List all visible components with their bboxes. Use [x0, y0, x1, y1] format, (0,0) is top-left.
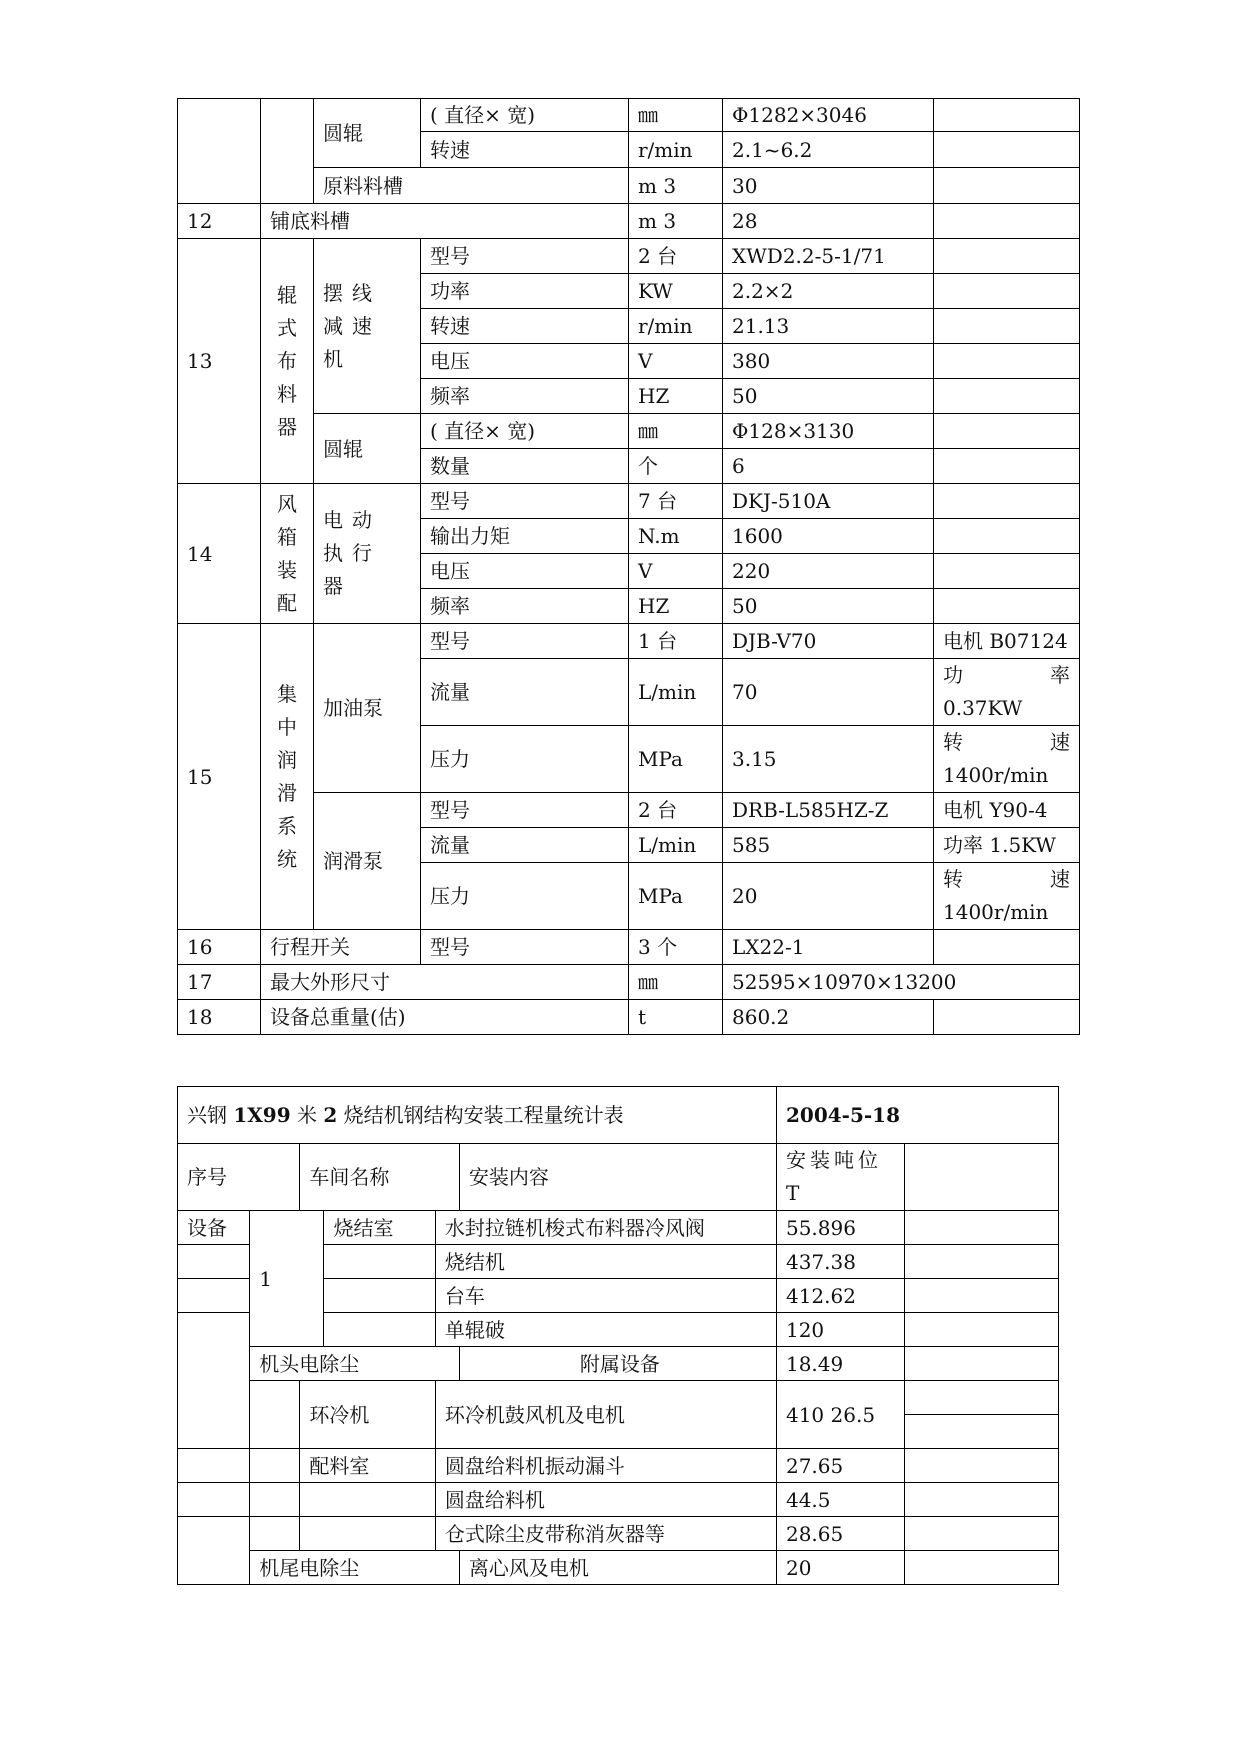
table-row: 圆辊 ( 直径× 宽) ㎜ Φ1282×3046 [178, 99, 1080, 132]
table-row: 润滑泵 型号 2 台 DRB-L585HZ-Z 电机 Y90-4 [178, 793, 1080, 828]
group-roller-distributor: 辊式布料器 [261, 239, 314, 484]
table-row: 仓式除尘皮带称消灰器等 28.65 [178, 1517, 1059, 1551]
table-row: 配料室 圆盘给料机振动漏斗 27.65 [178, 1449, 1059, 1483]
table-row: 机头电除尘 附属设备 18.49 [178, 1347, 1059, 1381]
table-row: 机尾电除尘 离心风及电机 20 [178, 1551, 1059, 1585]
group-windbox: 风箱装配 [261, 484, 314, 624]
table-row: 流量 L/min 585 功率 1.5KW [178, 828, 1080, 863]
table-row: 14 风箱装配 电动执行器 型号 7 台 DKJ-510A [178, 484, 1080, 519]
table-row: 环冷机 环冷机鼓风机及电机 410 26.5 [178, 1381, 1059, 1415]
table-row: 电压 V 380 [178, 344, 1080, 379]
table-row: 设备 1 烧结室 水封拉链机梭式布料器冷风阀 55.896 [178, 1211, 1059, 1245]
table-row: 15 集中润滑系统 加油泵 型号 1 台 DJB-V70 电机 B07124 [178, 624, 1080, 659]
table-row: 17 最大外形尺寸 ㎜ 52595×10970×13200 [178, 965, 1080, 1000]
table-row: 流量 L/min 70 功 率 0.37KW [178, 659, 1080, 726]
table-title: 兴钢 1X99 米 2 烧结机钢结构安装工程量统计表 [178, 1087, 777, 1144]
table-row: 13 辊式布料器 摆线减速机 型号 2 台 XWD2.2-5-1/71 [178, 239, 1080, 274]
table-row: 圆盘给料机 44.5 [178, 1483, 1059, 1517]
table-row: 转速 r/min 2.1~6.2 [178, 132, 1080, 168]
table-date: 2004-5-18 [776, 1087, 1058, 1144]
table-row: 压力 MPa 20 转 速 1400r/min [178, 863, 1080, 930]
table-row: 功率 KW 2.2×2 [178, 274, 1080, 309]
table-row: 18 设备总重量(估) t 860.2 [178, 1000, 1080, 1035]
table-row: 电压 V 220 [178, 554, 1080, 589]
table-row: 原料料槽 m 3 30 [178, 168, 1080, 204]
table-row: 输出力矩 N.m 1600 [178, 519, 1080, 554]
table-row: 12 铺底料槽 m 3 28 [178, 204, 1080, 239]
table-row: 频率 HZ 50 [178, 589, 1080, 624]
equipment-spec-table [177, 98, 1080, 1035]
table-title-row [178, 1087, 1059, 1144]
cell-roundroll: 圆辊 [314, 99, 421, 168]
table-row: 压力 MPa 3.15 转 速 1400r/min [178, 726, 1080, 793]
table-row: 烧结机 437.38 [178, 1245, 1059, 1279]
table-row: 16 行程开关 型号 3 个 LX22-1 [178, 930, 1080, 965]
group-lubrication: 集中润滑系统 [261, 624, 314, 930]
table-row: 台车 412.62 [178, 1279, 1059, 1313]
table-row: 圆辊 ( 直径× 宽) ㎜ Φ128×3130 [178, 414, 1080, 449]
table-row: 单辊破 120 [178, 1313, 1059, 1347]
table-row: 频率 HZ 50 [178, 379, 1080, 414]
table-header-row: 序号 车间名称 安装内容 安装吨位 T [178, 1144, 1059, 1211]
steel-structure-tonnage-table [177, 1086, 1059, 1585]
table-row: 转速 r/min 21.13 [178, 309, 1080, 344]
table-row: 数量 个 6 [178, 449, 1080, 484]
